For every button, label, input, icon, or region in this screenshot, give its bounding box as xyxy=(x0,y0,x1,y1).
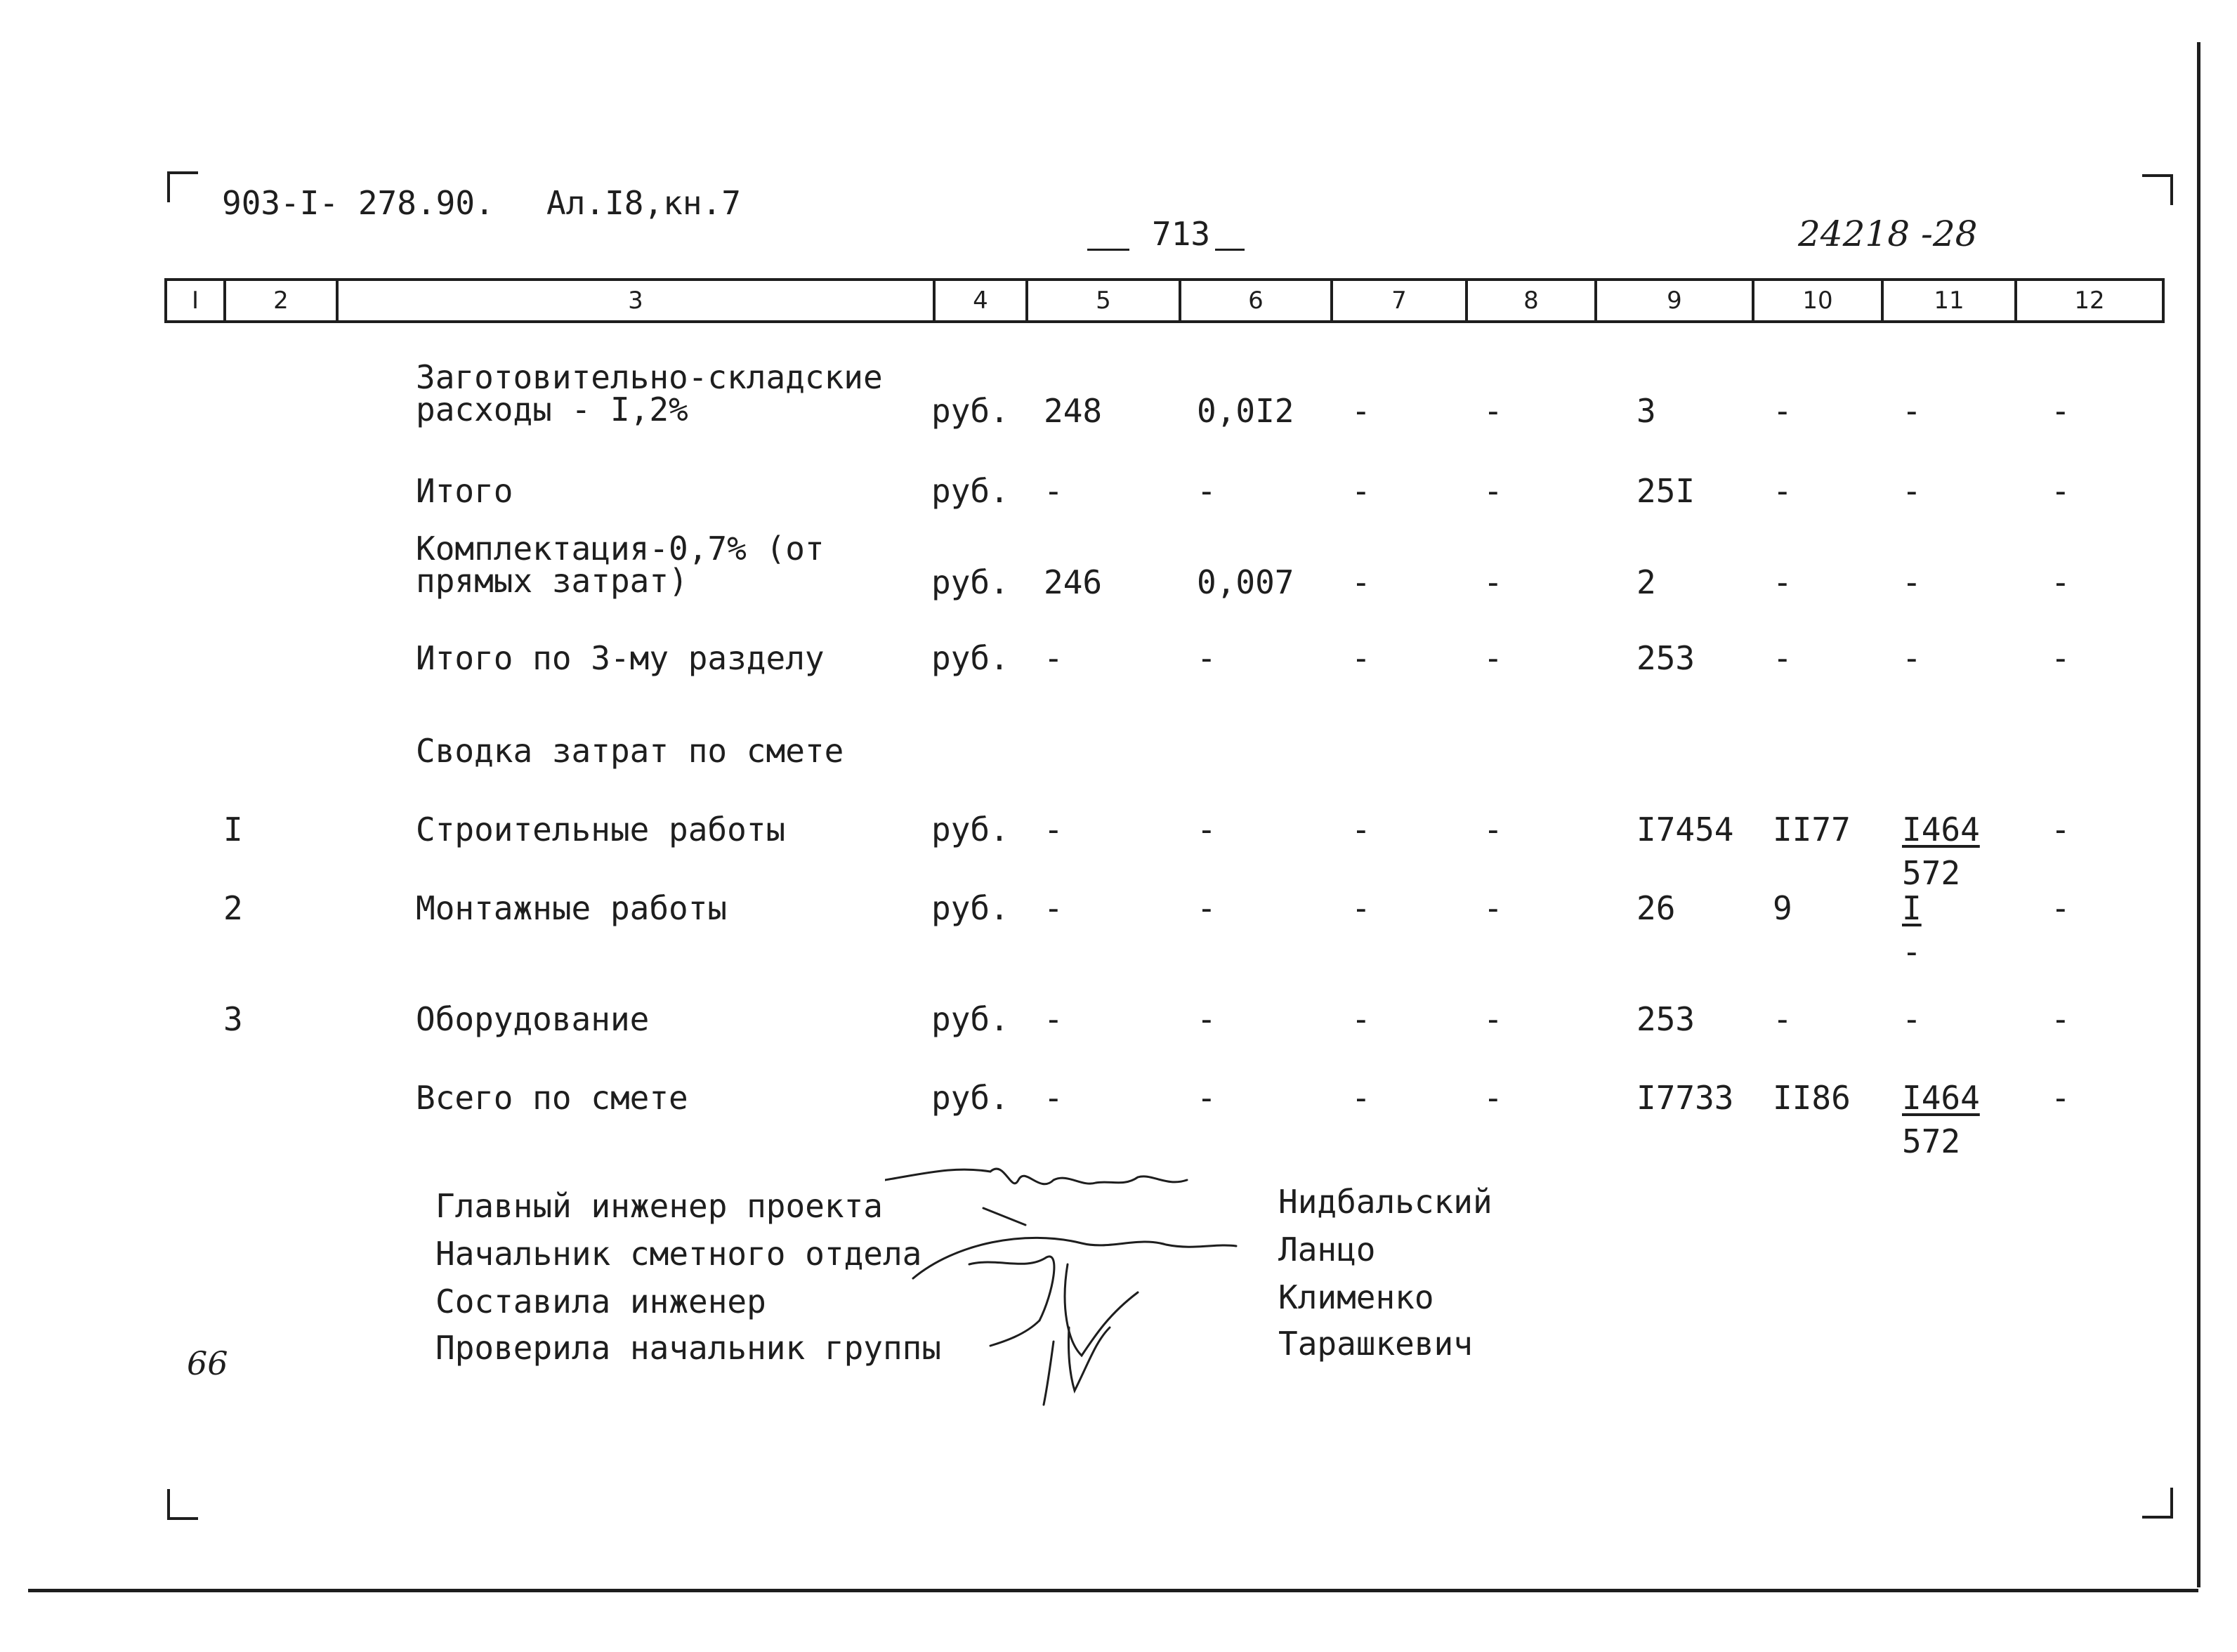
value-cell-11: - xyxy=(1902,1000,1922,1038)
value-cell-9: 2 xyxy=(1636,563,1656,601)
unit-cell: руб. xyxy=(931,1000,1009,1038)
value-cell-10: - xyxy=(1773,1000,1792,1038)
item-name: Всего по смете xyxy=(416,1079,688,1117)
value-cell-11: - xyxy=(1902,639,1922,677)
handwritten-signatures xyxy=(885,1152,1250,1419)
column-number: 4 xyxy=(973,287,988,315)
value-cell-6: - xyxy=(1197,889,1216,927)
value-cell-7: - xyxy=(1351,639,1371,677)
value-cell-10: - xyxy=(1773,472,1792,510)
value-cell-8: - xyxy=(1483,563,1503,601)
item-name: Сводка затрат по смете xyxy=(416,732,844,770)
item-name: Итого xyxy=(416,472,513,510)
value-cell-9: 3 xyxy=(1636,392,1656,430)
value-cell-7: - xyxy=(1351,889,1371,927)
value-cell-6: - xyxy=(1197,1000,1216,1038)
value-cell-6: - xyxy=(1197,472,1216,510)
signature-name: Нидбальский xyxy=(1278,1183,1493,1221)
value-cell-8: - xyxy=(1483,392,1503,430)
album-reference: Ал.I8,кн.7 xyxy=(546,184,741,222)
column-number: 10 xyxy=(1802,287,1833,315)
column-number: 11 xyxy=(1934,287,1964,315)
value-cell-11-denominator: - xyxy=(1902,933,1922,971)
value-cell-8: - xyxy=(1483,889,1503,927)
item-name: Заготовительно-складские xyxy=(416,358,883,396)
value-cell-5: - xyxy=(1044,1079,1063,1117)
value-cell-10: - xyxy=(1773,392,1792,430)
signature-name: Ланцо xyxy=(1278,1231,1376,1268)
row-number: 2 xyxy=(223,889,243,927)
value-cell-7: - xyxy=(1351,1000,1371,1038)
value-cell-7: - xyxy=(1351,811,1371,848)
value-cell-12: - xyxy=(2051,1000,2071,1038)
column-number: 3 xyxy=(628,287,643,315)
value-cell-6: - xyxy=(1197,811,1216,848)
document-code: 903-I- 278.90. xyxy=(222,184,494,222)
value-cell-11: I464 xyxy=(1902,1079,1980,1117)
value-cell-9: I7454 xyxy=(1636,811,1734,848)
value-cell-9: 253 xyxy=(1636,639,1695,677)
value-cell-11: - xyxy=(1902,392,1922,430)
page-bottom-edge xyxy=(28,1589,2198,1592)
value-cell-5: - xyxy=(1044,639,1063,677)
signature-role: Главный инженер проекта xyxy=(435,1187,883,1225)
value-cell-12: - xyxy=(2051,392,2071,430)
value-cell-5: 248 xyxy=(1044,392,1103,430)
value-cell-8: - xyxy=(1483,472,1503,510)
value-cell-12: - xyxy=(2051,811,2071,848)
signature-role: Начальник сметного отдела xyxy=(435,1235,922,1273)
column-number: 12 xyxy=(2074,287,2105,315)
unit-cell: руб. xyxy=(931,392,1009,430)
unit-cell: руб. xyxy=(931,639,1009,677)
value-cell-8: - xyxy=(1483,639,1503,677)
value-cell-9: 253 xyxy=(1636,1000,1695,1038)
value-cell-12: - xyxy=(2051,472,2071,510)
value-cell-10: 9 xyxy=(1773,889,1792,927)
value-cell-10: II86 xyxy=(1773,1079,1851,1117)
corner-mark-bottom-left xyxy=(167,1489,198,1520)
signature-name: Клименко xyxy=(1278,1278,1434,1316)
value-cell-11: I xyxy=(1902,889,1922,927)
value-cell-8: - xyxy=(1483,1079,1503,1117)
value-cell-7: - xyxy=(1351,472,1371,510)
item-name: Комплектация-0,7% (от xyxy=(416,530,825,568)
value-cell-7: - xyxy=(1351,563,1371,601)
value-cell-5: - xyxy=(1044,1000,1063,1038)
value-cell-12: - xyxy=(2051,889,2071,927)
signature-name: Тарашкевич xyxy=(1278,1325,1473,1363)
item-name-continued: расходы - I,2% xyxy=(416,391,688,428)
corner-mark-top-right xyxy=(2142,174,2173,205)
value-cell-6: 0,0I2 xyxy=(1197,392,1294,430)
unit-cell: руб. xyxy=(931,889,1009,927)
value-cell-11: - xyxy=(1902,472,1922,510)
value-cell-10: - xyxy=(1773,563,1792,601)
row-number: I xyxy=(223,811,243,848)
signature-role: Проверила начальник группы xyxy=(435,1329,942,1367)
column-number: 8 xyxy=(1523,287,1539,315)
value-cell-5: 246 xyxy=(1044,563,1103,601)
unit-cell: руб. xyxy=(931,1079,1009,1117)
value-cell-12: - xyxy=(2051,639,2071,677)
value-cell-9: I7733 xyxy=(1636,1079,1734,1117)
column-number: 6 xyxy=(1248,287,1264,315)
value-cell-11-denominator: 572 xyxy=(1902,854,1961,892)
value-cell-11-denominator: 572 xyxy=(1902,1122,1961,1160)
column-number: 7 xyxy=(1391,287,1407,315)
value-cell-5: - xyxy=(1044,472,1063,510)
page-number: 713 xyxy=(1152,215,1211,253)
value-cell-9: 25I xyxy=(1636,472,1695,510)
item-name: Монтажные работы xyxy=(416,889,728,927)
value-cell-11: I464 xyxy=(1902,811,1980,848)
value-cell-12: - xyxy=(2051,563,2071,601)
value-cell-6: 0,007 xyxy=(1197,563,1294,601)
value-cell-7: - xyxy=(1351,1079,1371,1117)
value-cell-7: - xyxy=(1351,392,1371,430)
value-cell-5: - xyxy=(1044,889,1063,927)
corner-mark-bottom-right xyxy=(2142,1488,2173,1519)
row-number: 3 xyxy=(223,1000,243,1038)
value-cell-8: - xyxy=(1483,1000,1503,1038)
unit-cell: руб. xyxy=(931,472,1009,510)
signature-role: Составила инженер xyxy=(435,1283,766,1320)
item-name: Оборудование xyxy=(416,1000,650,1038)
value-cell-6: - xyxy=(1197,639,1216,677)
corner-mark-top-left xyxy=(167,171,198,202)
page-right-edge xyxy=(2197,42,2200,1587)
column-number: 2 xyxy=(273,287,289,315)
column-number: 9 xyxy=(1667,287,1682,315)
item-name: Итого по 3-му разделу xyxy=(416,639,825,677)
value-cell-6: - xyxy=(1197,1079,1216,1117)
value-cell-8: - xyxy=(1483,811,1503,848)
column-divider xyxy=(2162,278,2165,323)
unit-cell: руб. xyxy=(931,811,1009,848)
page-number-line-right xyxy=(1215,249,1245,251)
sheet-reference: 24218 -28 xyxy=(1798,214,1978,254)
page-number-line-left xyxy=(1087,249,1129,251)
value-cell-11: - xyxy=(1902,563,1922,601)
value-cell-12: - xyxy=(2051,1079,2071,1117)
value-cell-5: - xyxy=(1044,811,1063,848)
column-number: 5 xyxy=(1096,287,1111,315)
margin-note: 66 xyxy=(187,1344,228,1382)
column-number: I xyxy=(191,287,199,315)
unit-cell: руб. xyxy=(931,563,1009,601)
value-cell-9: 26 xyxy=(1636,889,1676,927)
value-cell-10: II77 xyxy=(1773,811,1851,848)
item-name-continued: прямых затрат) xyxy=(416,562,688,600)
item-name: Строительные работы xyxy=(416,811,786,848)
value-cell-10: - xyxy=(1773,639,1792,677)
